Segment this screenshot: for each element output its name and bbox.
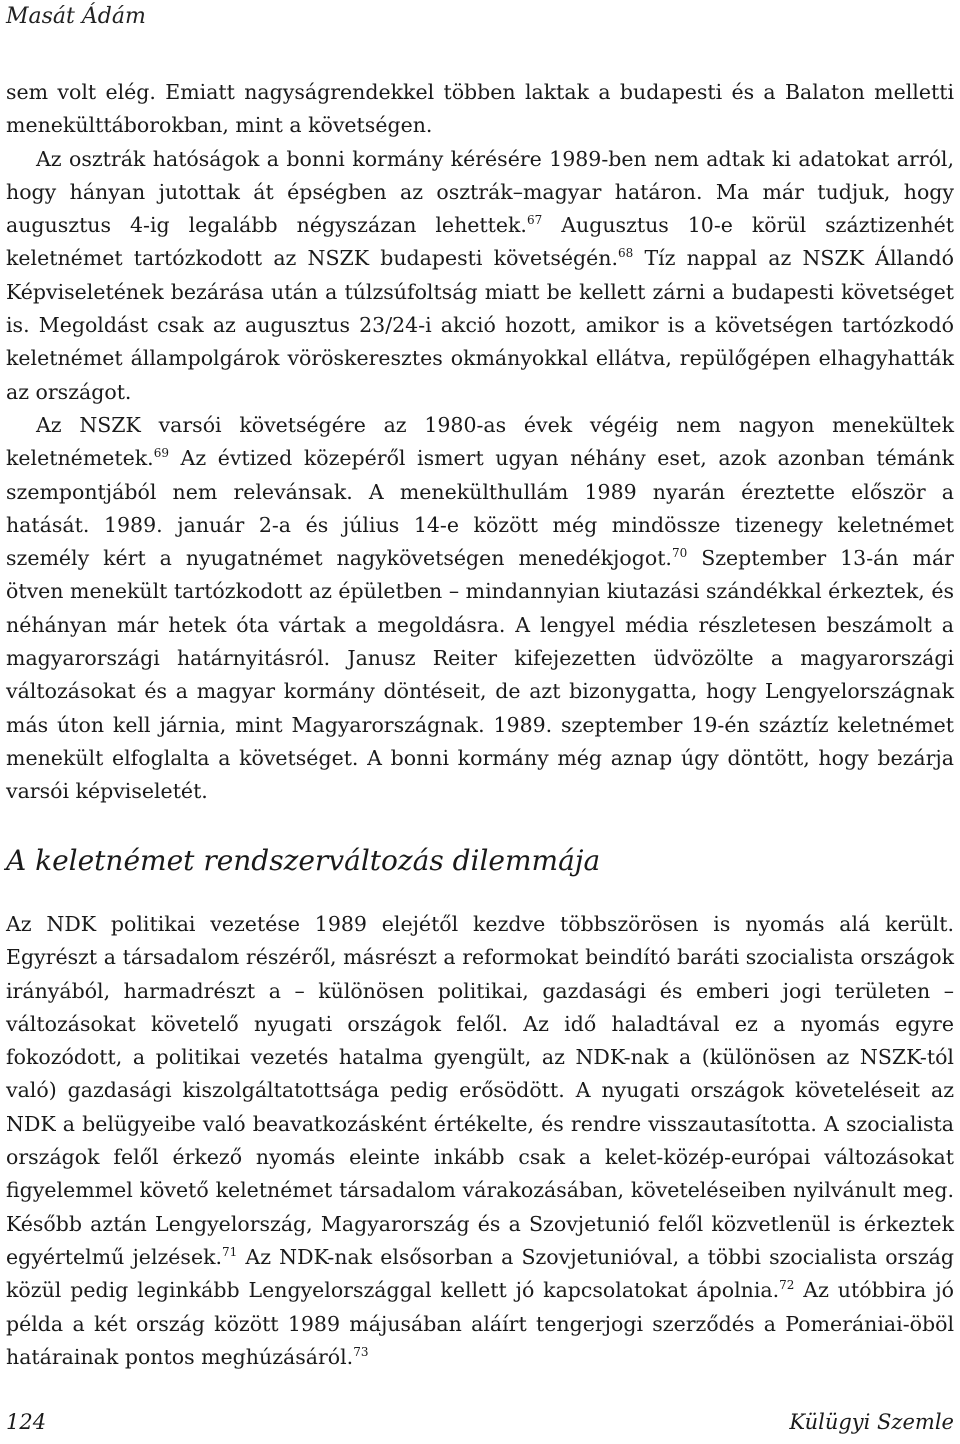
paragraph-text: Az NDK-nak elsősorban a Szovjetunióval, a többi szocialista ország közül pedig leginkább Lengyelországgal kellett jó kapcsolatokat ápolnia. bbox=[6, 1244, 955, 1303]
paragraph-text: Az évtized közepéről ismert ugyan néhány eset, azok azonban témánk szempontjából nem relevánsak. A menekülthullám 1989 nyarán éreztette először a hatását. 1989. január 2-a és július 14-e között még mindössze tizenegy keletnémet személy kért a nyugatnémet nagykövetségen menedékjogot. bbox=[6, 446, 954, 571]
running-head-author: Masát Ádám bbox=[6, 4, 146, 29]
paragraph-text: Az NSZK varsói követségére az 1980-as évek végéig nem nagyon menekültek keletnémetek. bbox=[6, 412, 954, 471]
paragraph-text: Tíz nappal az NSZK Állandó Képviseletének bezárása után a túlzsúfoltság miatt be kellett zárni a budapesti követséget is. Megoldást csak az augusztus 23/24-i akció hozott, amikor is a követségen tartózkodó keletnémet állampolgárok vöröskeresztes okmányokkal ellátva, repülőgépen elhagyhatták az országot. bbox=[6, 246, 954, 404]
footnote-ref-67[interactable]: 67 bbox=[526, 213, 543, 228]
footnote-ref-69[interactable]: 69 bbox=[153, 446, 169, 461]
paragraph-text: Szeptember 13-án már ötven menekült tartózkodott az épületben – mindannyian kiutazási szándékkal érkeztek, és néhányan már hetek óta vártak a megoldásra. A lengyel média részletesen beszámolt a magyarországi határnyitásról. Janusz Reiter kifejezetten üdvözölte a magyarországi változásokat és a magyar kormány döntéseit, de azt bizonygatta, hogy Lengyelországnak más úton kell járnia, mint Magyarországnak. 1989. szeptember 19-én száztíz keletnémet menekült elfoglalta a követséget. A bonni kormány még aznap úgy döntött, hogy bezárja varsói képviseletét. bbox=[6, 546, 954, 804]
paragraph-1 bbox=[6, 76, 954, 143]
footnote-ref-71[interactable]: 71 bbox=[222, 1245, 238, 1260]
footnote-ref-68[interactable]: 68 bbox=[617, 246, 634, 261]
footnote-ref-73[interactable]: 73 bbox=[353, 1345, 369, 1360]
paragraph-text: Az osztrák hatóságok a bonni kormány kérésére 1989-ben nem adtak ki adatokat arról, hogy hányan jutottak át épségben az osztrák–magyar határon. Ma már tudjuk, hogy augusztus 4-ig legalább négyszázan lehettek. bbox=[6, 146, 954, 238]
paragraph-text: Augusztus 10-e körül száztizenhét keletnémet tartózkodott az NSZK budapesti követségén. bbox=[6, 213, 954, 271]
paragraph-text: sem volt elég. Emiatt nagyságrendekkel többen laktak a budapesti és a Balaton melletti menekülttáborokban, mint a követségen. bbox=[6, 80, 954, 138]
paragraph-text: Az NDK politikai vezetése 1989 elejétől kezdve többszörösen is nyomás alá került. Egyrészt a társadalom részéről, másrészt a reformokat beindító baráti szocialista országok irányából, harmadrészt a – különösen politikai, gazdasági és emberi jogi területen – változásokat követelő nyugati országok felől. Az idő haladtával ez a nyomás egyre fokozódott, a politikai vezetés hatalma gyengült, az NDK-nak a (különösen az NSZK-tól való) gazdasági kiszolgáltatottsága pedig erősödött. A nyugati országok követeléseit az NDK a belügyeibe való beavatkozásként értékelte, és rendre visszautasította. A szocialista országok felől érkező nyomás eleinte inkább csak a kelet-közép-európai változásokat figyelemmel követő keletnémet társadalom várakozásában, követeléseiben nyilvánult meg. Később aztán Lengyelország, Magyarország és a Szovjetunió felől közvetlenül is érkeztek egyértelmű jelzések. bbox=[6, 912, 954, 1269]
paragraph-2 bbox=[6, 143, 954, 409]
page-number: 124 bbox=[6, 1410, 47, 1434]
paragraph-4 bbox=[6, 908, 954, 1374]
paragraph-text: Az utóbbira jó példa a két ország között 1989 májusában aláírt tengerjogi szerződés a Pomerániai-öböl határainak pontos meghúzásáról. bbox=[6, 1278, 954, 1369]
journal-name: Külügyi Szemle bbox=[789, 1410, 954, 1434]
paragraph-3 bbox=[6, 409, 954, 809]
footnote-ref-70[interactable]: 70 bbox=[671, 546, 688, 561]
footnote-ref-72[interactable]: 72 bbox=[779, 1278, 795, 1293]
text-block-gdr-dilemma bbox=[6, 908, 954, 1374]
section-heading: A keletnémet rendszerváltozás dilemmája bbox=[6, 844, 601, 877]
text-block-refugees bbox=[6, 76, 954, 809]
